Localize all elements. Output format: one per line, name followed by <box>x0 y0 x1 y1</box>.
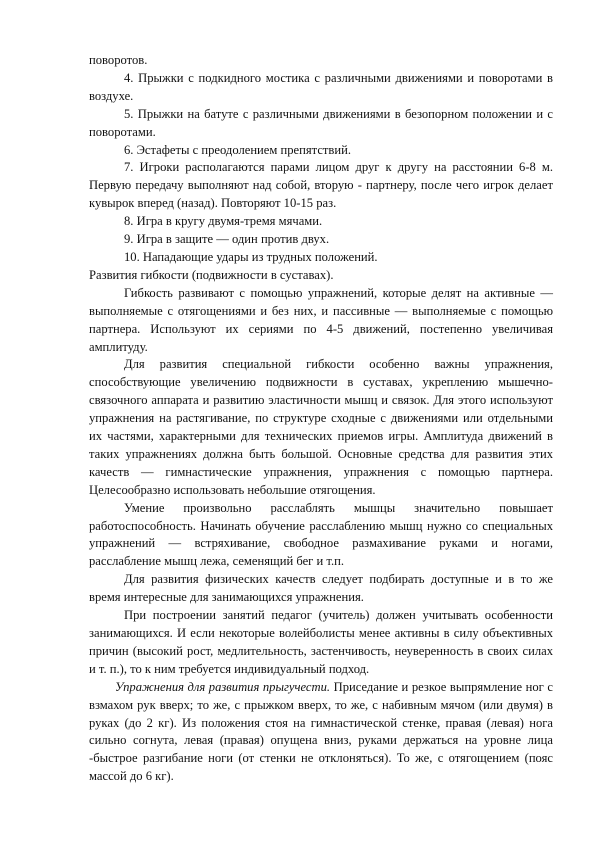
paragraph-body: Приседание и резкое выпрямление ног с взмахом рук вверх; то же, с прыжком вверх, то же, с набивным мячом (или двумя) в руках (до 2 кг). Из положения стоя на гимнастической стенке, правая (левая) нога сильно согнута, левая (правая) опущена вниз, руками держаться на уровне лица -быстрое разгибание ноги (от стенки не отклоняться). То же, с отягощением (пояс массой до 6 кг). <box>89 679 553 784</box>
paragraph-lesson-planning: При построении занятий педагог (учитель) должен учитывать особенности занимающихся. И если некоторые волейболисты менее активны в силу объективных причин (высокий рост, медлительность, застенчивость, неуверенность в своих силах и т. п.), то к ним требуется индивидуальный подход. <box>89 608 553 676</box>
list-item-4: 4. Прыжки с подкидного мостика с различными движениями и поворотами в воздухе. <box>89 70 553 103</box>
document-page <box>89 52 553 786</box>
paragraph-special-flexibility: Для развития специальной гибкости особенно важны упражнения, способствующие увеличению подвижности в суставах, укреплению мышечно-связочного аппарата и развитию эластичности мышц и связок. Для этого используют упражнения на растягивание, по структуре сходные с движениями или отдельными их частями, характерными для технических приемов игры. Амплитуда движений в таких упражнениях должна быть большой. Основные средства для развития этих качеств — гимнастические упражнения, упражнения с помощью партнера. Целесообразно использовать небольшие отягощения. <box>89 357 553 497</box>
paragraph-jumping-exercises <box>89 679 553 786</box>
paragraph-physical-qualities: Для развития физических качеств следует подбирать доступные и в то же время интересные для занимающихся упражнения. <box>89 572 553 605</box>
italic-lead: Упражнения для развития прыгучести. <box>115 679 331 694</box>
list-item-5: 5. Прыжки на батуте с различными движениями в безопорном положении и с поворотами. <box>89 106 553 139</box>
paragraph-continuation: поворотов. <box>89 53 148 67</box>
list-item-9: 9. Игра в защите — один против двух. <box>124 232 330 247</box>
list-item-8: 8. Игра в кругу двумя-тремя мячами. <box>124 214 323 229</box>
list-item-10: 10. Нападающие удары из трудных положений. <box>124 249 378 264</box>
paragraph-relaxation: Умение произвольно расслаблять мышцы значительно повышает работоспособность. Начинать обучение расслаблению мышц нужно со специальных упражнений — встряхивание, свободное размахивание руками и ногами, расслабление мышц лежа, семенящий бег и т.п. <box>89 500 553 569</box>
paragraph-flexibility: Гибкость развивают с помощью упражнений, которые делят на активные — выполняемые с отягощениями и без них, и пассивные — выполняемые с помощью партнера. Используют их сериями по 4-5 движений, постепенно увеличивая амплитуду. <box>89 285 553 354</box>
list-item-7: 7. Игроки располагаются парами лицом друг к другу на расстоянии 6-8 м. Первую передачу выполняют над собой, вторую - партнеру, после чего игрок делает кувырок вперед (назад). Повторяют 10-15 раз. <box>89 160 553 211</box>
section-heading: Развития гибкости (подвижности в суставах). <box>89 267 334 282</box>
list-item-6: 6. Эстафеты с преодолением препятствий. <box>124 142 351 157</box>
